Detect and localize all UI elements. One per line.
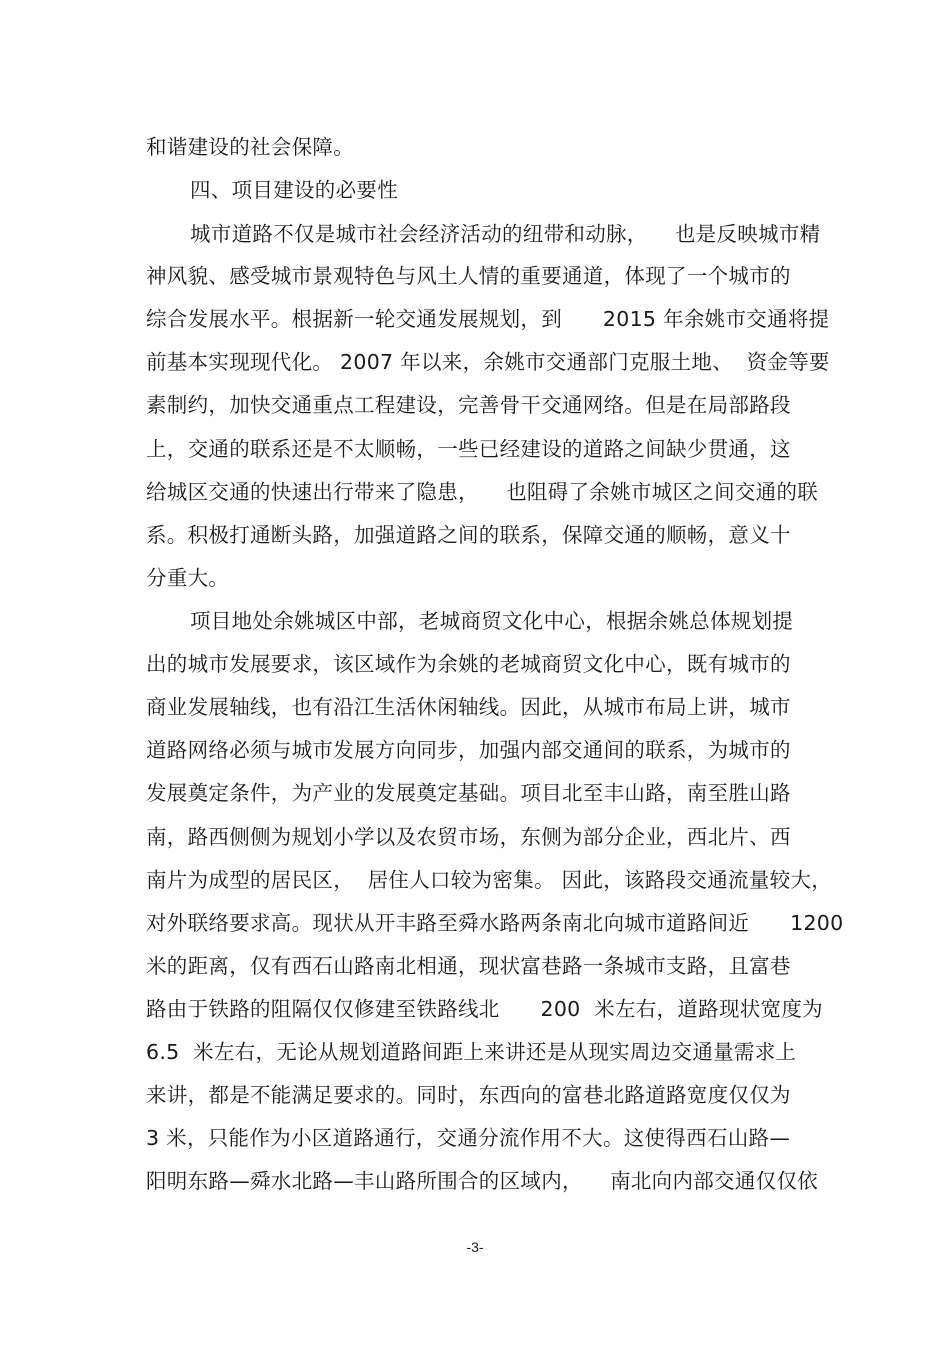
page-number: -3- <box>466 1239 484 1255</box>
text-line: 神风貌、感受城市景观特色与风土人情的重要通道，体现了一个城市的 <box>146 264 791 288</box>
text-line: 项目地处余姚城区中部，老城商贸文化中心，根据余姚总体规划提 <box>190 609 794 633</box>
text-line: 和谐建设的社会保障。 <box>146 135 354 159</box>
text-line: 综合发展水平。根据新一轮交通发展规划，到 2015 年余姚市交通将提 <box>146 307 830 331</box>
text-line: 路由于铁路的阻隔仅仅修建至铁路线北 200 米左右，道路现状宽度为 <box>146 997 823 1021</box>
text-line: 城市道路不仅是城市社会经济活动的纽带和动脉， 也是反映城市精 <box>190 222 821 246</box>
text-line: 前基本实现现代化。 2007 年以来，余姚市交通部门克服土地、 资金等要 <box>146 350 830 374</box>
text-line: 6.5 米左右，无论从规划道路间距上来讲还是从现实周边交通量需求上 <box>146 1040 797 1064</box>
text-line: 商业发展轴线，也有沿江生活休闲轴线。因此，从城市布局上讲，城市 <box>146 695 791 719</box>
text-line: 上，交通的联系还是不太顺畅，一些已经建设的道路之间缺少贯通，这 <box>146 437 791 461</box>
text-line: 出的城市发展要求，该区域作为余姚的老城商贸文化中心，既有城市的 <box>146 652 791 676</box>
text-line: 系。积极打通断头路，加强道路之间的联系，保障交通的顺畅，意义十 <box>146 523 791 547</box>
text-line: 道路网络必须与城市发展方向同步，加强内部交通间的联系，为城市的 <box>146 738 791 762</box>
text-line: 南，路西侧侧为规划小学以及农贸市场，东侧为部分企业，西北片、西 <box>146 825 791 849</box>
text-line: 分重大。 <box>146 566 230 590</box>
text-line: 南片为成型的居民区， 居住人口较为密集。 因此，该路段交通流量较大， <box>146 868 833 892</box>
text-line: 对外联络要求高。现状从开丰路至舜水路两条南北向城市道路间近 1200 <box>146 911 844 935</box>
text-line: 阳明东路—舜水北路—丰山路所围合的区域内， 南北向内部交通仅仅依 <box>146 1169 819 1193</box>
text-line: 3 米，只能作为小区道路通行，交通分流作用不大。这使得西石山路— <box>146 1126 791 1150</box>
text-line: 来讲，都是不能满足要求的。同时，东西向的富巷北路道路宽度仅仅为 <box>146 1083 791 1107</box>
section-heading: 四、项目建设的必要性 <box>190 178 398 202</box>
text-line: 米的距离，仅有西石山路南北相通，现状富巷路一条城市支路，且富巷 <box>146 954 791 978</box>
text-line: 发展奠定条件，为产业的发展奠定基础。项目北至丰山路，南至胜山路 <box>146 781 791 805</box>
text-line: 素制约，加快交通重点工程建设，完善骨干交通网络。但是在局部路段 <box>146 393 791 417</box>
text-line: 给城区交通的快速出行带来了隐患， 也阻碍了余姚市城区之间交通的联 <box>146 480 819 504</box>
